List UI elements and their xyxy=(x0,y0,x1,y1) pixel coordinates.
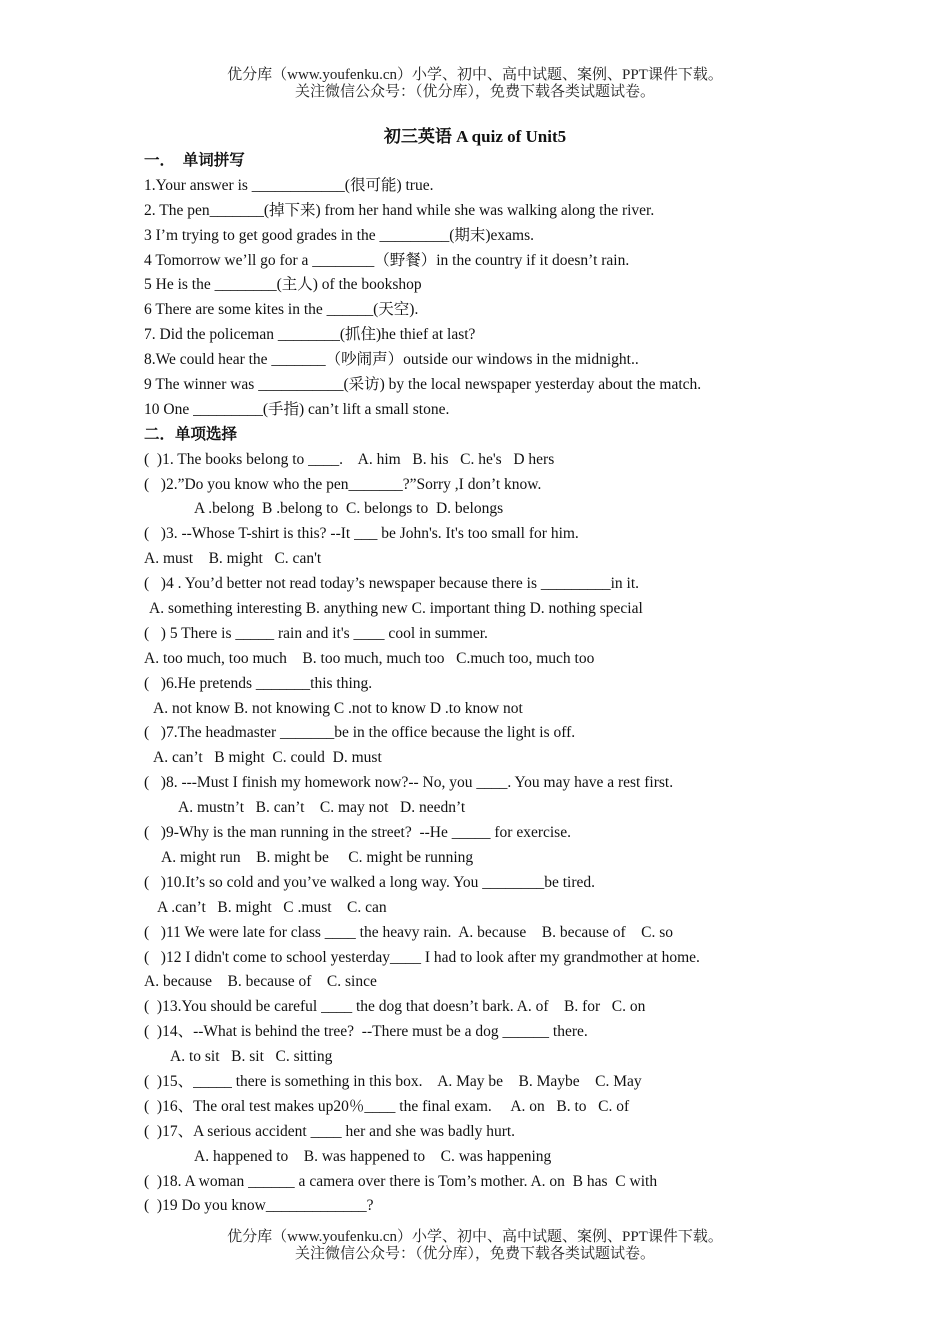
question-line: ( )9-Why is the man running in the street? --He _____ for exercise. xyxy=(144,824,571,842)
question-line: 10 One _________(手指) can’t lift a small stone. xyxy=(144,400,450,418)
question-line: 6 There are some kites in the ______(天空). xyxy=(144,301,419,319)
question-line: ( )1. The books belong to ____. A. him B. his C. he's D hers xyxy=(144,450,555,468)
question-line: ( )2.”Do you know who the pen_______?”Sorry ,I don’t know. xyxy=(144,475,542,493)
question-line: ( )14、--What is behind the tree? --There must be a dog ______ there. xyxy=(144,1023,588,1041)
header-line-2: 关注微信公众号：（优分库），免费下载各类试题试卷。 xyxy=(294,84,655,100)
question-line: ( )16、The oral test makes up20％____ the final exam. A. on B. to C. of xyxy=(144,1097,630,1115)
question-line: 3 I’m trying to get good grades in the _________(期末)exams. xyxy=(144,226,535,244)
question-line: 8.We could hear the _______（吵闹声）outside our windows in the midnight.. xyxy=(144,351,639,369)
section-heading: 二．单项选择 xyxy=(144,425,238,443)
question-line: A. mustn’t B. can’t C. may not D. needn’t xyxy=(178,799,466,817)
question-line: 5 He is the ________(主人) of the bookshop xyxy=(144,276,422,294)
question-line: ( )6.He pretends _______this thing. xyxy=(144,674,373,692)
question-line: A. because B. because of C. since xyxy=(144,973,377,991)
question-line: 7. Did the policeman ________(抓住)he thief at last? xyxy=(144,326,476,344)
question-line: ( )11 We were late for class ____ the heavy rain. A. because B. because of C. so xyxy=(144,923,674,941)
page-header xyxy=(0,67,950,101)
question-line: ( )4 . You’d better not read today’s newspaper because there is _________in it. xyxy=(144,575,640,593)
question-line: 2. The pen_______(掉下来) from her hand while she was walking along the river. xyxy=(144,201,655,219)
question-line: ( )19 Do you know_____________? xyxy=(144,1197,374,1215)
question-line: A .can’t B. might C .must C. can xyxy=(157,898,387,916)
question-line: ( )3. --Whose T-shirt is this? --It ___ be John's. It's too small for him. xyxy=(144,525,579,543)
question-line: A. happened to B. was happened to C. was happening xyxy=(194,1147,552,1165)
question-line: ( )12 I didn't come to school yesterday____ I had to look after my grandmother at home. xyxy=(144,948,700,966)
question-line: A. must B. might C. can't xyxy=(144,550,322,568)
question-line: 1.Your answer is ____________(很可能) true. xyxy=(144,176,434,194)
document-body xyxy=(144,149,784,1219)
question-line: ( )15、_____ there is something in this box. A. May be B. Maybe C. May xyxy=(144,1072,642,1090)
footer-line-2: 关注微信公众号：（优分库），免费下载各类试题试卷。 xyxy=(294,1246,655,1262)
question-line: A. might run B. might be C. might be running xyxy=(161,848,474,866)
question-line: A. something interesting B. anything new C. important thing D. nothing special xyxy=(149,600,643,618)
question-line: 4 Tomorrow we’ll go for a ________（野餐）in the country if it doesn’t rain. xyxy=(144,251,630,269)
question-line: A. not know B. not knowing C .not to know D .to know not xyxy=(153,699,523,717)
question-line: 9 The winner was ___________(采访) by the local newspaper yesterday about the match. xyxy=(144,376,702,394)
question-line: ( ) 5 There is _____ rain and it's ____ cool in summer. xyxy=(144,624,488,642)
section-heading: 一． 单词拼写 xyxy=(144,152,245,169)
header-line-1: 优分库（www.youfenku.cn）小学、初中、高中试题、案例、PPT课件下载。 xyxy=(227,67,723,83)
footer-line-1: 优分库（www.youfenku.cn）小学、初中、高中试题、案例、PPT课件下载。 xyxy=(227,1229,723,1245)
question-line: A .belong B .belong to C. belongs to D. belongs xyxy=(194,500,504,518)
question-line: ( )7.The headmaster _______be in the office because the light is off. xyxy=(144,724,576,742)
question-line: ( )8. ---Must I finish my homework now?-- No, you ____. You may have a rest first. xyxy=(144,774,674,792)
question-line: ( )18. A woman ______ a camera over there is Tom’s mother. A. on B has C with xyxy=(144,1172,658,1190)
question-line: ( )17、A serious accident ____ her and she was badly hurt. xyxy=(144,1122,516,1140)
page-footer xyxy=(0,1229,950,1263)
question-line: A. too much, too much B. too much, much too C.much too, much too xyxy=(144,649,595,667)
question-line: ( )13.You should be careful ____ the dog that doesn’t bark. A. of B. for C. on xyxy=(144,998,646,1016)
document-title: 初三英语 A quiz of Unit5 xyxy=(383,127,567,146)
question-line: ( )10.It’s so cold and you’ve walked a long way. You ________be tired. xyxy=(144,873,596,891)
question-line: A. can’t B might C. could D. must xyxy=(153,749,382,767)
question-line: A. to sit B. sit C. sitting xyxy=(170,1048,333,1066)
